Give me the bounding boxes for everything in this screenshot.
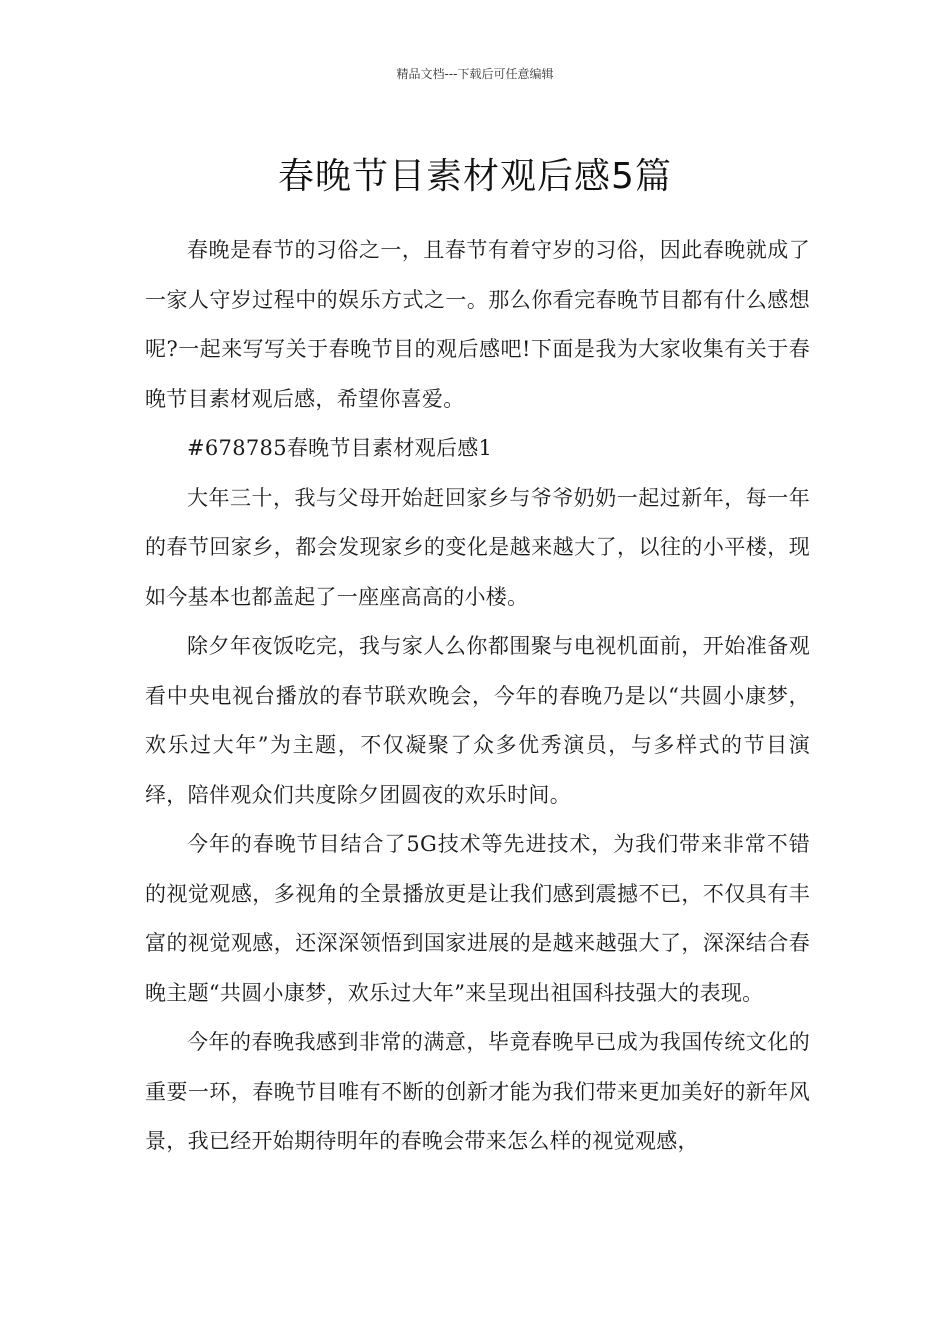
paragraph-intro: 春晚是春节的习俗之一，且春节有着守岁的习俗，因此春晚就成了一家人守岁过程中的娱乐方式之一。那么你看完春晚节目都有什么感想呢?一起来写写关于春晚节目的观后感吧!下面是我为大家收集有关于春晚节目素材观后感，希望你喜爱。 <box>145 238 810 411</box>
paragraph: 今年的春晚节目结合了5G技术等先进技术，为我们带来非常不错的视觉观感，多视角的全景播放更是让我们感到震撼不已，不仅具有丰富的视觉观感，还深深领悟到国家进展的是越来越强大了，深深结合春晚主题“共圆小康梦，欢乐过大年”来呈现出祖国科技强大的表现。 <box>145 832 810 1005</box>
paragraph: 大年三十，我与父母开始赶回家乡与爷爷奶奶一起过新年，每一年的春节回家乡，都会发现家乡的变化是越来越大了，以往的小平楼，现如今基本也都盖起了一座座高高的小楼。 <box>145 485 810 609</box>
paragraph: 今年的春晚我感到非常的满意，毕竟春晚早已成为我国传统文化的重要一环，春晚节目唯有不断的创新才能为我们带来更加美好的新年风景，我已经开始期待明年的春晚会带来怎么样的视觉观感， <box>145 1030 810 1153</box>
paragraph: 除夕年夜饭吃完，我与家人么你都围聚与电视机面前，开始准备观看中央电视台播放的春节联欢晚会，今年的春晚乃是以“共圆小康梦，欢乐过大年”为主题，不仅凝聚了众多优秀演员，与多样式的节目演绎，陪伴观众们共度除夕团圆夜的欢乐时间。 <box>145 634 810 807</box>
section-heading: #678785春晚节目素材观后感1 <box>187 436 493 460</box>
header-note: 精品文档---下载后可任意编辑 <box>396 67 554 81</box>
document-body <box>145 226 810 1167</box>
document-title: 春晚节目素材观后感5篇 <box>278 156 672 198</box>
